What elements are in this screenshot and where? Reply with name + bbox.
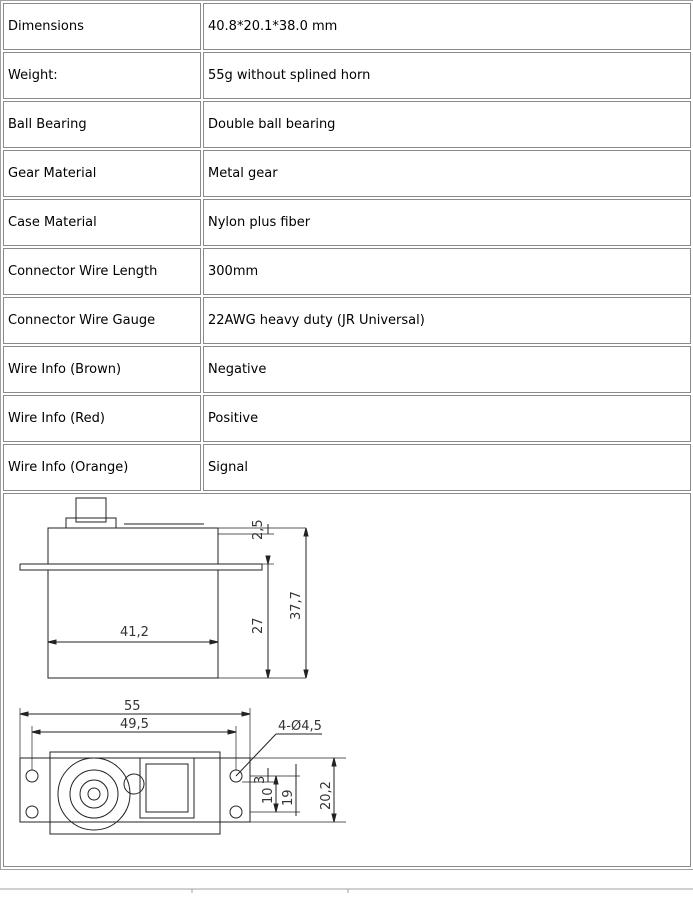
bottom-strip [0, 882, 693, 888]
drawing-cell [3, 493, 691, 867]
dim-inner-width-label: 10 [261, 787, 276, 804]
spec-row-wire-red [3, 395, 691, 442]
spec-label: Gear Material [3, 150, 201, 197]
spec-value: 22AWG heavy duty (JR Universal) [203, 297, 691, 344]
dim-flange-width-label: 20,2 [319, 781, 334, 810]
servo-dimension-drawing [4, 494, 690, 866]
spec-row-wire-orange [3, 444, 691, 491]
spec-row-case-material [3, 199, 691, 246]
spec-label: Ball Bearing [3, 101, 201, 148]
spec-value: 40.8*20.1*38.0 mm [203, 3, 691, 50]
spec-row-wire-brown [3, 346, 691, 393]
dim-hole-offset-label: 3 [253, 775, 268, 784]
spec-label: Connector Wire Gauge [3, 297, 201, 344]
spec-value: Signal [203, 444, 691, 491]
spec-label: Wire Info (Brown) [3, 346, 201, 393]
dim-hole-spacing-label: 49,5 [120, 717, 149, 732]
spec-value: Nylon plus fiber [203, 199, 691, 246]
dim-top-height-label: 2,5 [251, 519, 266, 540]
spec-value: 55g without splined horn [203, 52, 691, 99]
spec-value: Positive [203, 395, 691, 442]
spec-row-wire-gauge [3, 297, 691, 344]
spec-row-dimensions [3, 3, 691, 50]
spec-label: Wire Info (Orange) [3, 444, 201, 491]
spec-value: Double ball bearing [203, 101, 691, 148]
dim-total-height-label: 37,7 [289, 591, 304, 620]
dim-body-height-label: 27 [251, 617, 266, 634]
spec-label: Case Material [3, 199, 201, 246]
spec-value: Metal gear [203, 150, 691, 197]
dim-case-width-label: 19 [281, 789, 296, 806]
spec-row-wire-length [3, 248, 691, 295]
spec-label: Dimensions [3, 3, 201, 50]
dim-hole-spec-label: 4-Ø4,5 [278, 719, 322, 734]
spec-label: Connector Wire Length [3, 248, 201, 295]
spec-row-weight [3, 52, 691, 99]
spec-value: Negative [203, 346, 691, 393]
spec-row-gear-material [3, 150, 691, 197]
dim-overall-length-label: 55 [124, 699, 141, 714]
spec-row-ball-bearing [3, 101, 691, 148]
drawing-row [3, 493, 691, 867]
spec-label: Wire Info (Red) [3, 395, 201, 442]
dim-width-label: 41,2 [120, 625, 149, 640]
spec-value: 300mm [203, 248, 691, 295]
spec-label: Weight: [3, 52, 201, 99]
